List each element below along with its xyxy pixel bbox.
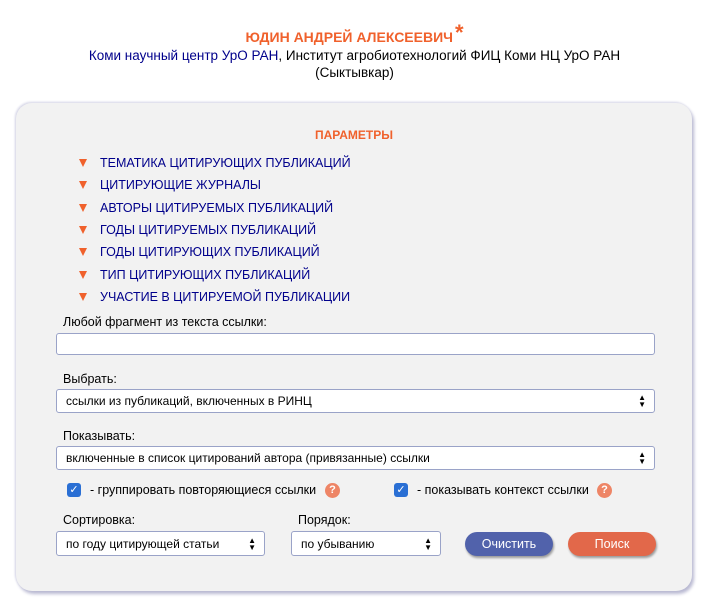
group-links-checkbox[interactable]: ✓ [67, 483, 81, 497]
param-item-cited-topics[interactable] [79, 152, 351, 174]
updown-arrows-icon: ▲ ▼ [638, 393, 646, 409]
organization-link[interactable]: Коми научный центр УрО РАН [88, 48, 279, 63]
param-item-citing-journals[interactable] [79, 174, 351, 196]
help-icon[interactable]: ? [597, 483, 612, 498]
show-context-checkbox[interactable]: ✓ [394, 483, 408, 497]
triangle-down-icon [79, 204, 87, 212]
show-dropdown[interactable] [56, 446, 655, 470]
fragment-label: Любой фрагмент из текста ссылки: [63, 315, 267, 329]
param-label: АВТОРЫ ЦИТИРУЕМЫХ ПУБЛИКАЦИЙ [100, 200, 334, 215]
clear-button[interactable]: Очистить [465, 532, 553, 556]
city-text: (Сыктывкар) [315, 65, 394, 80]
param-item-cited-years[interactable] [79, 219, 351, 241]
sort-dropdown[interactable] [56, 531, 265, 556]
param-label: ГОДЫ ЦИТИРУЮЩИХ ПУБЛИКАЦИЙ [100, 245, 320, 260]
panel-title: ПАРАМЕТРЫ [315, 128, 393, 142]
param-label: ТИП ЦИТИРУЮЩИХ ПУБЛИКАЦИЙ [100, 267, 311, 282]
triangle-down-icon [79, 226, 87, 234]
fragment-input[interactable] [56, 333, 655, 355]
author-name [0, 22, 709, 48]
param-label: ТЕМАТИКА ЦИТИРУЮЩИХ ПУБЛИКАЦИЙ [100, 156, 351, 171]
triangle-down-icon [79, 159, 87, 167]
order-value: по убыванию [301, 536, 375, 551]
show-label: Показывать: [63, 429, 136, 443]
triangle-down-icon [79, 248, 87, 256]
institute-text: , Институт агробиотехнологий ФИЦ Коми НЦ УрО РАН [278, 48, 621, 63]
triangle-down-icon [79, 181, 87, 189]
order-label: Порядок: [298, 513, 351, 527]
help-icon[interactable]: ? [325, 483, 340, 498]
parameter-list [79, 152, 351, 308]
param-label: ГОДЫ ЦИТИРУЕМЫХ ПУБЛИКАЦИЙ [100, 223, 317, 238]
affiliation [60, 47, 649, 81]
required-star: * [454, 20, 464, 45]
param-item-citing-years[interactable] [79, 241, 351, 263]
triangle-down-icon [79, 293, 87, 301]
select-source-dropdown[interactable] [56, 389, 655, 413]
select-source-value: ссылки из публикаций, включенных в РИНЦ [66, 394, 312, 408]
param-item-participation[interactable] [79, 286, 351, 308]
parameters-panel [16, 103, 692, 591]
show-context-label: - показывать контекст ссылки [417, 483, 589, 497]
triangle-down-icon [79, 271, 87, 279]
author-name-text: ЮДИН АНДРЕЙ АЛЕКСЕЕВИЧ [245, 29, 453, 45]
show-value: включенные в список цитирований автора (привязанные) ссылки [66, 451, 430, 465]
select-label: Выбрать: [63, 372, 117, 386]
search-button[interactable]: Поиск [568, 532, 656, 556]
updown-arrows-icon: ▲ ▼ [424, 535, 432, 552]
sort-value: по году цитирующей статьи [66, 536, 220, 551]
param-label: ЦИТИРУЮЩИЕ ЖУРНАЛЫ [100, 178, 261, 193]
order-dropdown[interactable] [291, 531, 441, 556]
group-links-label: - группировать повторяющиеся ссылки [90, 483, 317, 497]
param-item-citing-type[interactable] [79, 263, 351, 285]
updown-arrows-icon: ▲ ▼ [638, 450, 646, 466]
sort-label: Сортировка: [63, 513, 136, 527]
param-item-cited-authors[interactable] [79, 197, 351, 219]
param-label: УЧАСТИЕ В ЦИТИРУЕМОЙ ПУБЛИКАЦИИ [100, 289, 351, 304]
updown-arrows-icon: ▲ ▼ [248, 535, 256, 552]
